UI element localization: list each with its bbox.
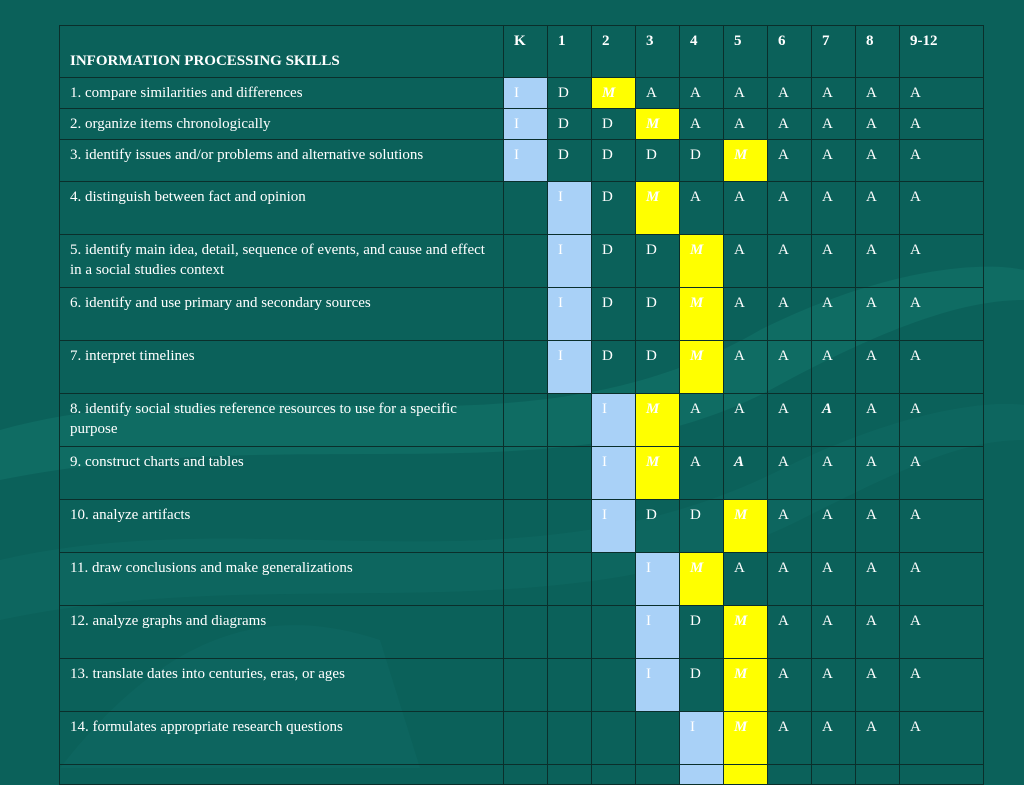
- grade-cell: A: [900, 182, 984, 235]
- grade-header: 2: [592, 26, 636, 78]
- grade-header: 8: [856, 26, 900, 78]
- grade-cell: A: [724, 78, 768, 109]
- skill-label: 4. distinguish between fact and opinion: [60, 182, 504, 235]
- grade-cell: D: [548, 140, 592, 182]
- grade-cell: I: [548, 235, 592, 288]
- grade-cell: A: [856, 288, 900, 341]
- grade-cell: I: [548, 341, 592, 394]
- skill-label: 1. compare similarities and differences: [60, 78, 504, 109]
- grade-cell: A: [724, 109, 768, 140]
- table-row: [60, 659, 984, 712]
- skill-label: 13. translate dates into centuries, eras, or ages: [60, 659, 504, 712]
- grade-cell: A: [856, 140, 900, 182]
- grade-cell: M: [680, 341, 724, 394]
- skill-label: 2. organize items chronologically: [60, 109, 504, 140]
- grade-cell: A: [768, 712, 812, 765]
- grade-cell: M: [724, 659, 768, 712]
- table-row: [60, 140, 984, 182]
- grade-cell: [548, 659, 592, 712]
- table-row: [60, 553, 984, 606]
- grade-cell: A: [812, 500, 856, 553]
- grade-cell: I: [548, 288, 592, 341]
- grade-cell: I: [504, 109, 548, 140]
- grade-cell: A: [812, 553, 856, 606]
- grade-cell: I: [504, 78, 548, 109]
- grade-cell: [504, 341, 548, 394]
- grade-cell: A: [856, 500, 900, 553]
- grade-cell: A: [812, 606, 856, 659]
- grade-cell: I: [636, 659, 680, 712]
- grade-cell: A: [724, 553, 768, 606]
- grade-cell: [592, 712, 636, 765]
- grade-cell: I: [636, 553, 680, 606]
- grade-cell: A: [900, 78, 984, 109]
- grade-cell: A: [812, 182, 856, 235]
- grade-cell: A: [768, 78, 812, 109]
- grade-cell: A: [856, 659, 900, 712]
- grade-cell: [504, 447, 548, 500]
- grade-cell: A: [724, 447, 768, 500]
- table-row: [60, 182, 984, 235]
- grade-cell: A: [900, 394, 984, 447]
- grade-cell: D: [680, 140, 724, 182]
- grade-cell: A: [724, 341, 768, 394]
- table-row: [60, 394, 984, 447]
- grade-cell: [504, 394, 548, 447]
- grade-header: 1: [548, 26, 592, 78]
- grade-cell: D: [592, 140, 636, 182]
- grade-cell: A: [900, 235, 984, 288]
- grade-cell: A: [900, 140, 984, 182]
- grade-cell: A: [768, 140, 812, 182]
- grade-cell: [504, 235, 548, 288]
- grade-cell: M: [724, 140, 768, 182]
- table-row: [60, 235, 984, 288]
- grade-cell: A: [856, 341, 900, 394]
- grade-cell: [504, 712, 548, 765]
- grade-cell: I: [636, 606, 680, 659]
- grade-cell: M: [680, 553, 724, 606]
- grade-cell: A: [900, 109, 984, 140]
- grade-cell: A: [812, 394, 856, 447]
- grade-header: 5: [724, 26, 768, 78]
- grade-cell: A: [768, 606, 812, 659]
- grade-cell: M: [636, 394, 680, 447]
- grade-cell: A: [812, 78, 856, 109]
- grade-cell: A: [900, 288, 984, 341]
- grade-cell: [548, 447, 592, 500]
- grade-cell: [504, 500, 548, 553]
- grade-cell: A: [812, 447, 856, 500]
- grade-header: K: [504, 26, 548, 78]
- skill-label: 10. analyze artifacts: [60, 500, 504, 553]
- grade-cell: D: [680, 606, 724, 659]
- grade-header: 6: [768, 26, 812, 78]
- grade-cell: M: [636, 109, 680, 140]
- grade-cell: A: [812, 288, 856, 341]
- table-row: [60, 78, 984, 109]
- grade-cell: [504, 606, 548, 659]
- header-row: [60, 26, 984, 78]
- grade-cell: [592, 659, 636, 712]
- grade-cell: D: [636, 235, 680, 288]
- table-row: [60, 109, 984, 140]
- grade-cell: A: [724, 182, 768, 235]
- grade-cell: A: [900, 606, 984, 659]
- grade-cell: A: [724, 394, 768, 447]
- grade-cell: [548, 553, 592, 606]
- grade-cell: [548, 712, 592, 765]
- skill-label: 14. formulates appropriate research questions: [60, 712, 504, 765]
- grade-cell: D: [592, 109, 636, 140]
- grade-cell: [636, 712, 680, 765]
- grade-cell: A: [900, 500, 984, 553]
- grade-cell: A: [856, 78, 900, 109]
- grade-cell: A: [724, 288, 768, 341]
- grade-cell: A: [680, 182, 724, 235]
- grade-cell: D: [636, 140, 680, 182]
- grade-cell: [548, 606, 592, 659]
- grade-cell: A: [680, 78, 724, 109]
- table-row: [60, 447, 984, 500]
- skill-label: 3. identify issues and/or problems and alternative solutions: [60, 140, 504, 182]
- grade-cell: [504, 182, 548, 235]
- grade-cell: M: [680, 288, 724, 341]
- grade-cell: M: [636, 182, 680, 235]
- skill-label: 8. identify social studies reference resources to use for a specific purpose: [60, 394, 504, 447]
- grade-cell: A: [856, 109, 900, 140]
- grade-cell: D: [592, 182, 636, 235]
- grade-cell: [592, 606, 636, 659]
- skills-table: [59, 25, 984, 785]
- grade-cell: A: [636, 78, 680, 109]
- grade-cell: A: [900, 553, 984, 606]
- grade-cell: A: [856, 553, 900, 606]
- skill-label: 5. identify main idea, detail, sequence of events, and cause and effect in a social studies context: [60, 235, 504, 288]
- grade-cell: A: [900, 659, 984, 712]
- grade-cell: A: [768, 500, 812, 553]
- grade-cell: A: [856, 606, 900, 659]
- grade-cell: A: [812, 235, 856, 288]
- grade-cell: M: [724, 712, 768, 765]
- skill-label: 9. construct charts and tables: [60, 447, 504, 500]
- table-row: [60, 606, 984, 659]
- grade-cell: A: [768, 553, 812, 606]
- grade-cell: D: [592, 235, 636, 288]
- grade-cell: I: [592, 447, 636, 500]
- grade-cell: M: [724, 606, 768, 659]
- grade-cell: [504, 288, 548, 341]
- grade-cell: D: [548, 109, 592, 140]
- grade-cell: A: [680, 447, 724, 500]
- table-row: [60, 712, 984, 765]
- grade-cell: A: [812, 341, 856, 394]
- grade-cell: M: [680, 235, 724, 288]
- skill-label: 6. identify and use primary and secondary sources: [60, 288, 504, 341]
- skills-table-container: [59, 25, 984, 785]
- grade-cell: [592, 553, 636, 606]
- grade-cell: A: [812, 109, 856, 140]
- grade-header: 3: [636, 26, 680, 78]
- grade-cell: A: [680, 109, 724, 140]
- grade-cell: A: [768, 447, 812, 500]
- skill-label: 12. analyze graphs and diagrams: [60, 606, 504, 659]
- grade-header: 4: [680, 26, 724, 78]
- table-row: [60, 500, 984, 553]
- grade-cell: M: [592, 78, 636, 109]
- grade-cell: A: [768, 109, 812, 140]
- grade-cell: A: [856, 394, 900, 447]
- skill-label: 11. draw conclusions and make generalizations: [60, 553, 504, 606]
- grade-cell: D: [592, 341, 636, 394]
- grade-cell: A: [768, 182, 812, 235]
- grade-cell: A: [856, 712, 900, 765]
- grade-cell: D: [548, 78, 592, 109]
- grade-cell: A: [900, 447, 984, 500]
- grade-cell: A: [856, 235, 900, 288]
- grade-cell: D: [592, 288, 636, 341]
- grade-cell: I: [548, 182, 592, 235]
- table-title: INFORMATION PROCESSING SKILLS: [60, 26, 504, 78]
- grade-cell: D: [680, 659, 724, 712]
- grade-cell: A: [724, 235, 768, 288]
- grade-cell: [504, 553, 548, 606]
- grade-cell: I: [680, 712, 724, 765]
- grade-cell: I: [504, 140, 548, 182]
- grade-cell: [548, 500, 592, 553]
- grade-cell: A: [768, 235, 812, 288]
- grade-cell: A: [812, 712, 856, 765]
- grade-cell: A: [768, 288, 812, 341]
- grade-cell: A: [856, 182, 900, 235]
- skill-label: 7. interpret timelines: [60, 341, 504, 394]
- grade-header: 9-12: [900, 26, 984, 78]
- grade-cell: A: [900, 341, 984, 394]
- grade-cell: D: [636, 341, 680, 394]
- grade-cell: [504, 659, 548, 712]
- grade-header: 7: [812, 26, 856, 78]
- grade-cell: D: [636, 500, 680, 553]
- grade-cell: M: [636, 447, 680, 500]
- table-row: [60, 288, 984, 341]
- grade-cell: A: [812, 659, 856, 712]
- grade-cell: I: [592, 394, 636, 447]
- grade-cell: D: [636, 288, 680, 341]
- grade-cell: A: [856, 447, 900, 500]
- grade-cell: [548, 394, 592, 447]
- grade-cell: D: [680, 500, 724, 553]
- grade-cell: I: [592, 500, 636, 553]
- grade-cell: A: [768, 341, 812, 394]
- grade-cell: M: [724, 500, 768, 553]
- table-row: [60, 341, 984, 394]
- grade-cell: A: [680, 394, 724, 447]
- grade-cell: A: [900, 712, 984, 765]
- grade-cell: A: [812, 140, 856, 182]
- grade-cell: A: [768, 394, 812, 447]
- grade-cell: A: [768, 659, 812, 712]
